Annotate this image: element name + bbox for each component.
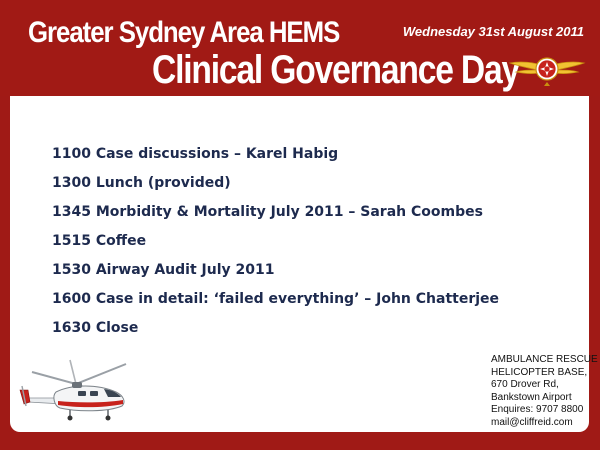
header-banner bbox=[0, 0, 600, 96]
schedule-item: 1630 Close bbox=[52, 320, 139, 336]
title-line-1: Greater Sydney Area HEMS bbox=[28, 16, 340, 49]
schedule-item: 1515 Coffee bbox=[52, 233, 147, 249]
helicopter-illustration bbox=[12, 358, 140, 430]
contact-block bbox=[491, 354, 598, 430]
event-date: Wednesday 31st August 2011 bbox=[402, 24, 584, 39]
schedule-item: 1600 Case in detail: ‘failed everything’ – John Chatterjee bbox=[52, 291, 500, 307]
schedule-list bbox=[52, 140, 499, 343]
contact-line: 670 Drover Rd, bbox=[491, 379, 559, 391]
schedule-item: 1530 Airway Audit July 2011 bbox=[52, 262, 275, 278]
content-panel bbox=[10, 96, 598, 432]
contact-line: Bankstown Airport bbox=[491, 391, 572, 403]
ambulance-wings-emblem-icon bbox=[508, 52, 586, 88]
contact-email[interactable]: mail@cliffreid.com bbox=[491, 416, 573, 428]
schedule-item: 1345 Morbidity & Mortality July 2011 – Sarah Coombes bbox=[52, 204, 483, 220]
contact-line: AMBULANCE RESCUE bbox=[491, 354, 598, 365]
contact-line: Enquires: 9707 8800 bbox=[491, 404, 584, 416]
schedule-item: 1300 Lunch (provided) bbox=[52, 175, 231, 191]
title-line-2: Clinical Governance Day bbox=[152, 48, 519, 92]
contact-line: HELICOPTER BASE, bbox=[491, 366, 588, 378]
schedule-item: 1100 Case discussions – Karel Habig bbox=[52, 146, 339, 162]
